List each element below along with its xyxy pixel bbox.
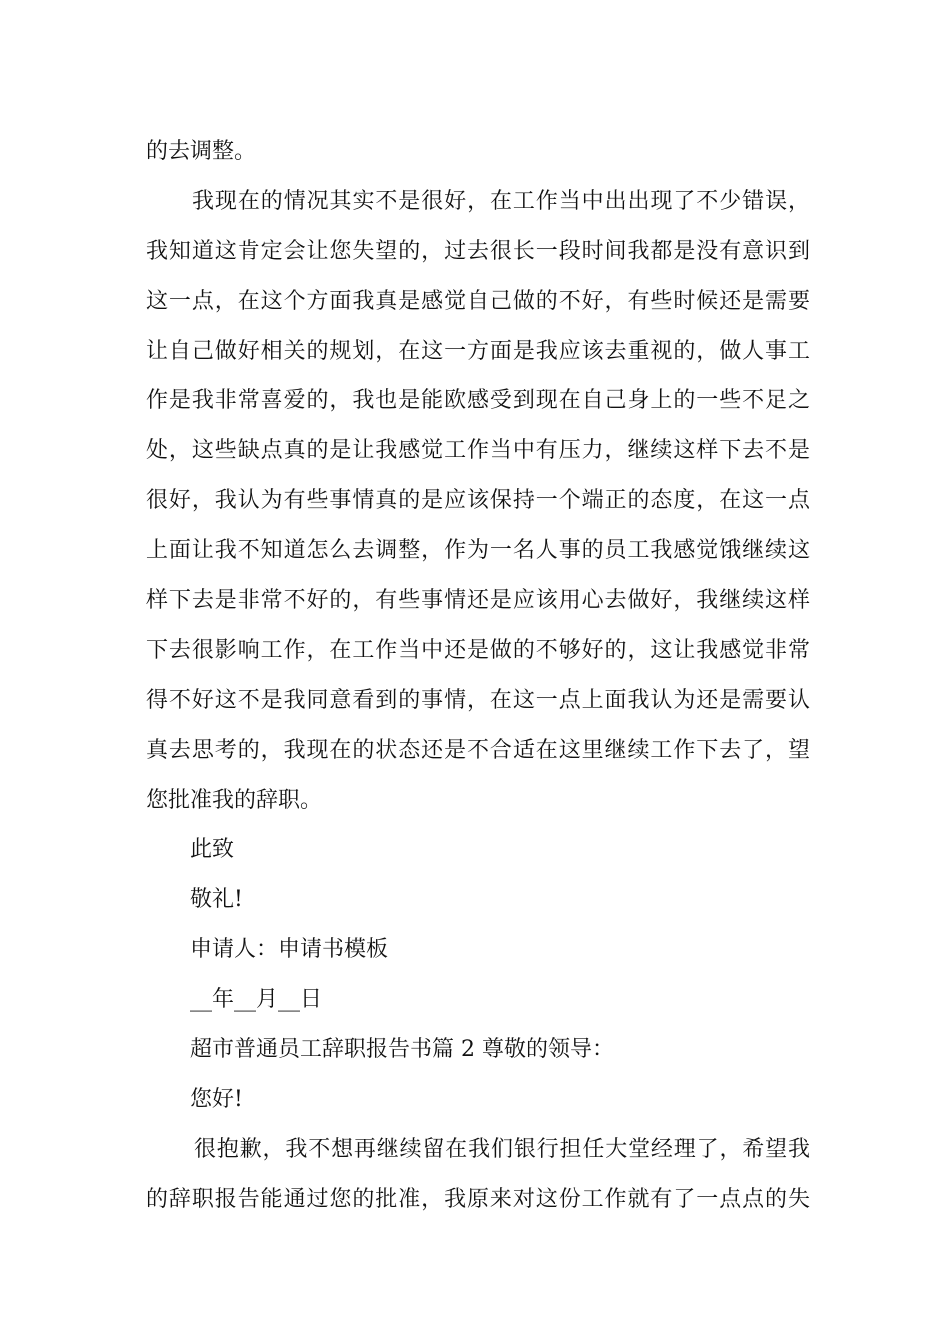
text-line: 真去思考的，我现在的状态还是不合适在这里继续工作下去了，望 <box>146 737 810 763</box>
text-line: 下去很影响工作，在工作当中还是做的不够好的，这让我感觉非常 <box>146 637 810 663</box>
text-line: 的去调整。 <box>146 139 257 164</box>
text-line: 您批准我的辞职。 <box>146 787 323 813</box>
text-line: 处，这些缺点真的是让我感觉工作当中有压力，继续这样下去不是 <box>146 438 810 464</box>
text-line: 的辞职报告能通过您的批准，我原来对这份工作就有了一点点的失 <box>146 1186 810 1212</box>
text-line: 样下去是非常不好的，有些事情还是应该用心去做好，我继续这样 <box>146 588 810 614</box>
text-line: 很好，我认为有些事情真的是应该保持一个端正的态度，在这一点 <box>146 488 810 514</box>
text-line: 上面让我不知道怎么去调整，作为一名人事的员工我感觉饿继续这 <box>146 538 810 564</box>
text-line: 很抱歉，我不想再继续留在我们银行担任大堂经理了，希望我 <box>194 1136 810 1162</box>
applicant-line: 申请人：申请书模板 <box>190 937 389 963</box>
greeting-line: 您好! <box>190 1086 243 1112</box>
text-line: 得不好这不是我同意看到的事情，在这一点上面我认为还是需要认 <box>146 687 810 713</box>
text-line: 作是我非常喜爱的，我也是能欧感受到现在自己身上的一些不足之 <box>146 388 810 414</box>
closing-regards: 敬礼! <box>190 887 243 913</box>
section-title: 超市普通员工辞职报告书篇 2 尊敬的领导： <box>190 1037 614 1063</box>
text-line: 这一点，在这个方面我真是感觉自己做的不好，有些时候还是需要 <box>146 288 810 314</box>
document-body <box>146 127 810 1225</box>
text-line: 我现在的情况其实不是很好，在工作当中出出现了不少错误， <box>192 188 810 214</box>
closing-salutation: 此致 <box>190 837 235 863</box>
date-line: __年__月__日 <box>190 987 323 1013</box>
text-line: 我知道这肯定会让您失望的，过去很长一段时间我都是没有意识到 <box>146 238 810 264</box>
text-line: 让自己做好相关的规划，在这一方面是我应该去重视的，做人事工 <box>146 338 810 364</box>
